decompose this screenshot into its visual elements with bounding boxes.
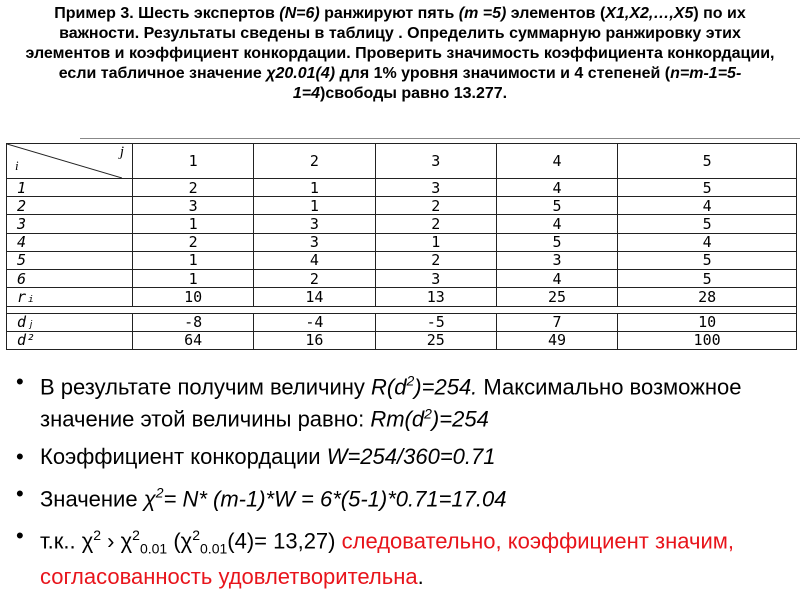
text: 2 <box>132 526 140 543</box>
list-item <box>10 443 795 470</box>
text: 2 <box>93 526 102 543</box>
row-label: d² <box>7 331 133 349</box>
table-cell: 5 <box>618 179 797 197</box>
title-text: )свободы равно 13.277. <box>320 85 508 102</box>
table-cell: 1 <box>133 215 254 233</box>
table-cell: 10 <box>618 313 797 331</box>
table-cell: 2 <box>133 233 254 251</box>
table-cell: 3 <box>133 197 254 215</box>
table-cell: 1 <box>254 179 375 197</box>
title-chi: χ20.01(4) <box>266 65 336 82</box>
table-cell: 100 <box>618 331 797 349</box>
table-cell: 2 <box>254 270 375 288</box>
table-cell: 3 <box>254 233 375 251</box>
table-cell: 3 <box>496 251 617 269</box>
title-text: для 1% уровня значимости и 4 степеней ( <box>335 65 671 82</box>
text: (χ <box>167 528 193 554</box>
table-cell: 49 <box>496 331 617 349</box>
table-cell: 5 <box>496 233 617 251</box>
list-item <box>10 368 795 433</box>
text: 2 <box>192 526 201 543</box>
text: 2 <box>406 373 415 389</box>
text: W=254/360=0.71 <box>326 443 496 469</box>
table-cell: 10 <box>133 288 254 306</box>
table-row <box>7 179 797 197</box>
table-cell: 4 <box>618 233 797 251</box>
text: 0.01 <box>139 540 168 557</box>
diagonal-line <box>7 144 122 178</box>
table-row <box>7 270 797 288</box>
table-cell: 3 <box>375 179 496 197</box>
table-cell: 13 <box>375 288 496 306</box>
table-cell: 2 <box>375 251 496 269</box>
list-item <box>10 480 795 512</box>
title-m: (m =5) <box>458 5 507 22</box>
corner-i-label: i <box>15 158 19 173</box>
row-label: 5 <box>7 251 133 269</box>
table-cell: 4 <box>496 179 617 197</box>
corner-j-label: j <box>119 144 124 160</box>
table-separator <box>7 306 797 313</box>
table-cell: 4 <box>496 270 617 288</box>
table-cell: 5 <box>618 251 797 269</box>
bullet-icon: • <box>16 443 24 469</box>
column-header: 4 <box>496 144 617 179</box>
title-dof: n=m-1=5-1=4 <box>292 65 742 102</box>
conclusion-list <box>10 368 795 600</box>
text: )=254 <box>431 406 489 432</box>
table-cell: -5 <box>375 313 496 331</box>
table-cell: 4 <box>496 215 617 233</box>
row-label: rᵢ <box>7 288 133 306</box>
title-text: ранжируют пять <box>319 5 459 22</box>
table-cell: 1 <box>375 233 496 251</box>
row-label: 6 <box>7 270 133 288</box>
table-cell: 7 <box>496 313 617 331</box>
table-header-row <box>7 144 797 179</box>
title-n: (N=6) <box>279 5 320 22</box>
table-cell: 3 <box>254 215 375 233</box>
table-cell: 5 <box>618 270 797 288</box>
divider <box>80 138 800 139</box>
title-x-list: X1,X2,…,X5 <box>605 5 694 22</box>
table-cell: 2 <box>375 215 496 233</box>
table-cell: 4 <box>254 251 375 269</box>
text: )=254. <box>414 374 478 400</box>
text: Коэффициент конкордации <box>40 443 327 469</box>
bullet-icon: • <box>16 480 24 506</box>
table-cell: 64 <box>133 331 254 349</box>
table-cell: -8 <box>133 313 254 331</box>
text: 2 <box>155 484 164 501</box>
text: . <box>417 563 424 589</box>
text: 0.01 <box>200 540 228 557</box>
text: Максимально возможное значение этой величины равно: <box>40 374 742 432</box>
table-cell: 25 <box>375 331 496 349</box>
table-cell: 1 <box>133 270 254 288</box>
table-cell: 2 <box>375 197 496 215</box>
row-label: 3 <box>7 215 133 233</box>
table-row <box>7 288 797 306</box>
bullet-icon: • <box>16 369 24 394</box>
table-cell: 2 <box>133 179 254 197</box>
text: В результате получим величину <box>40 374 372 400</box>
row-label: dⱼ <box>7 313 133 331</box>
text: т.к.. χ <box>40 528 94 554</box>
separator-cell <box>7 306 797 313</box>
problem-statement <box>20 4 780 104</box>
list-item <box>10 522 795 590</box>
column-header: 5 <box>618 144 797 179</box>
table-cell: 3 <box>375 270 496 288</box>
table-row <box>7 233 797 251</box>
table-cell: 4 <box>618 197 797 215</box>
text: 2 <box>424 405 432 422</box>
table-row <box>7 331 797 349</box>
bullet-icon: • <box>16 522 24 548</box>
title-text: элементов ( <box>506 5 606 22</box>
title-text: ) по их важности. Результаты сведены в таблицу . Определить суммарную ранжировку этих элементов и коэффициент конкордации. Проверить значимость коэффициента конкордации, если табличное значение <box>25 5 775 82</box>
rank-table-image <box>6 143 797 350</box>
text: › χ <box>101 528 133 554</box>
text: Значение <box>40 485 144 511</box>
title-text: Пример 3. Шесть экспертов <box>54 5 280 22</box>
table-row <box>7 197 797 215</box>
table-cell: 1 <box>254 197 375 215</box>
text: = N* (m-1)*W = 6*(5-1)*0.71=17.04 <box>163 485 507 511</box>
row-label: 2 <box>7 197 133 215</box>
table-cell: 5 <box>618 215 797 233</box>
corner-cell <box>7 144 133 179</box>
table-row <box>7 215 797 233</box>
row-label: 4 <box>7 233 133 251</box>
table-row <box>7 313 797 331</box>
rank-table <box>6 143 797 350</box>
table-cell: 28 <box>618 288 797 306</box>
column-header: 1 <box>133 144 254 179</box>
table-cell: 5 <box>496 197 617 215</box>
table-cell: 14 <box>254 288 375 306</box>
column-header: 3 <box>375 144 496 179</box>
table-cell: 16 <box>254 331 375 349</box>
row-label: 1 <box>7 179 133 197</box>
conclusion-red-text: следовательно, коэффициент значим, согласованность удовлетворительна <box>40 528 734 589</box>
text: R(d <box>371 374 407 400</box>
text: (4)= 13,27) <box>227 528 342 554</box>
table-cell: 1 <box>133 251 254 269</box>
text: Rm(d <box>370 406 425 432</box>
table-cell: -4 <box>254 313 375 331</box>
table-row <box>7 251 797 269</box>
text: χ <box>143 485 156 511</box>
column-header: 2 <box>254 144 375 179</box>
table-cell: 25 <box>496 288 617 306</box>
